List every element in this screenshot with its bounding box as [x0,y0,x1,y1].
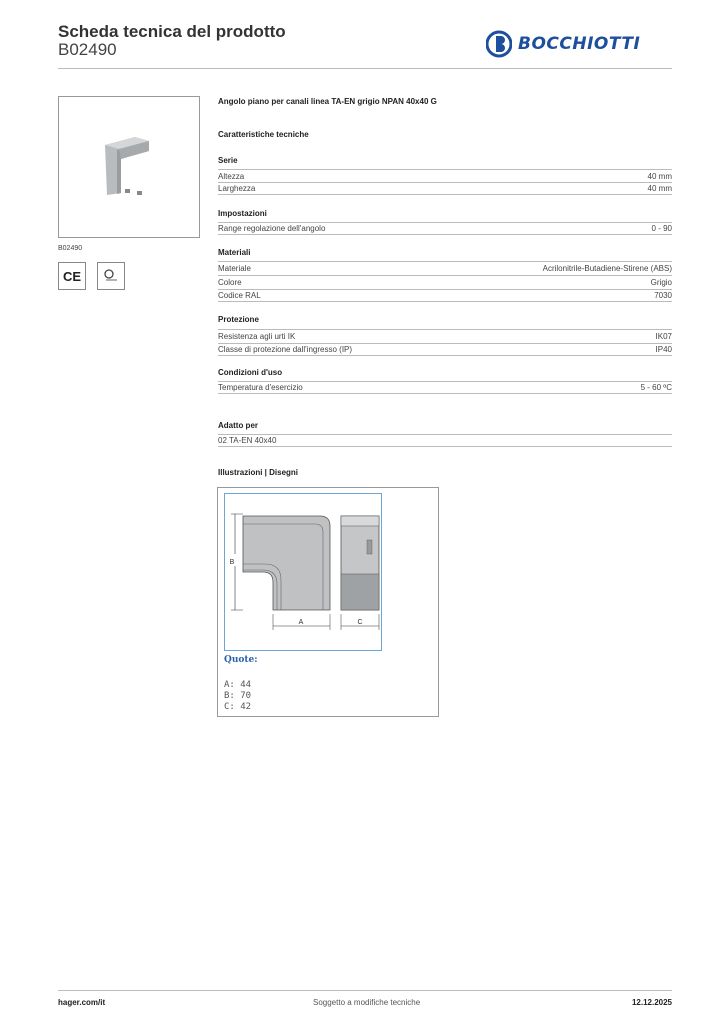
imq-logo-icon [101,266,121,286]
spec-value: 40 mm [647,184,672,193]
spec-row [218,275,672,288]
spec-row [218,169,672,182]
spec-label: Materiale [218,263,251,273]
header-divider [58,68,672,69]
spec-row [218,182,672,195]
brand-name: BOCCHIOTTI [518,34,641,54]
dim-label-b: B [229,559,235,566]
spec-row [218,289,672,302]
spec-row [218,329,672,342]
footer-website: hager.com/it [58,998,106,1007]
characteristics-title: Caratteristiche tecniche [218,130,309,139]
dimension-drawing-icon [225,494,381,650]
section-serie-title: Serie [218,156,238,165]
spec-label: 02 TA-EN 40x40 [218,436,277,445]
ce-mark-icon [58,262,86,290]
spec-row [218,381,672,394]
footer-note: Soggetto a modifiche tecniche [313,998,421,1007]
brand-logo [486,28,640,60]
image-caption: B02490 [58,245,83,252]
spec-label: Range regolazione dell'angolo [218,224,326,233]
spec-value: IP40 [655,345,672,354]
spec-row [218,434,672,447]
quote-a: A: 44 [224,680,252,690]
spec-value: 7030 [654,291,672,300]
section-materiali-title: Materiali [218,248,251,257]
spec-value: 5 - 60 ºC [640,383,672,392]
quote-title: Quote: [224,655,258,665]
page-title: Scheda tecnica del prodotto [58,22,286,41]
section-protezione-title: Protezione [218,315,259,324]
spec-value: Acrilonitrile-Butadiene-Stirene (ABS) [542,263,672,273]
product-photo-icon [59,97,199,237]
section-condizioni-title: Condizioni d'uso [218,368,283,377]
product-image [58,96,200,238]
spec-label: Codice RAL [218,291,261,300]
spec-label: Altezza [218,171,245,181]
spec-label: Resistenza agli urti IK [218,331,296,341]
section-adatto-title: Adatto per [218,421,258,430]
imq-mark-icon [97,262,125,290]
spec-value: IK07 [655,331,672,341]
quote-b: B: 70 [224,691,252,701]
quote-c: C: 42 [224,702,252,712]
dim-label-a: A [298,619,304,626]
section-impostazioni-title: Impostazioni [218,209,267,218]
spec-row [218,222,672,235]
spec-row [218,343,672,356]
spec-label: Classe di protezione dall'ingresso (IP) [218,345,353,354]
product-code: B02490 [58,40,117,59]
drawing-frame [224,493,382,651]
spec-label: Larghezza [218,184,256,193]
technical-drawing [217,487,439,717]
spec-label: Colore [218,277,242,287]
spec-value: 40 mm [647,171,672,181]
illustrations-title: Illustrazioni | Disegni [218,468,299,477]
ce-mark: CE [62,268,82,284]
spec-value: 0 - 90 [651,224,672,233]
footer-date: 12.12.2025 [631,998,672,1007]
spec-label: Temperatura d'esercizio [218,383,303,392]
spec-row [218,261,672,274]
dim-label-c: C [357,619,363,626]
footer-divider [58,990,672,991]
product-name: Angolo piano per canali linea TA-EN grigio NPAN 40x40 G [218,97,437,106]
spec-value: Grigio [650,277,672,287]
bocchiotti-logo-icon [486,29,512,59]
